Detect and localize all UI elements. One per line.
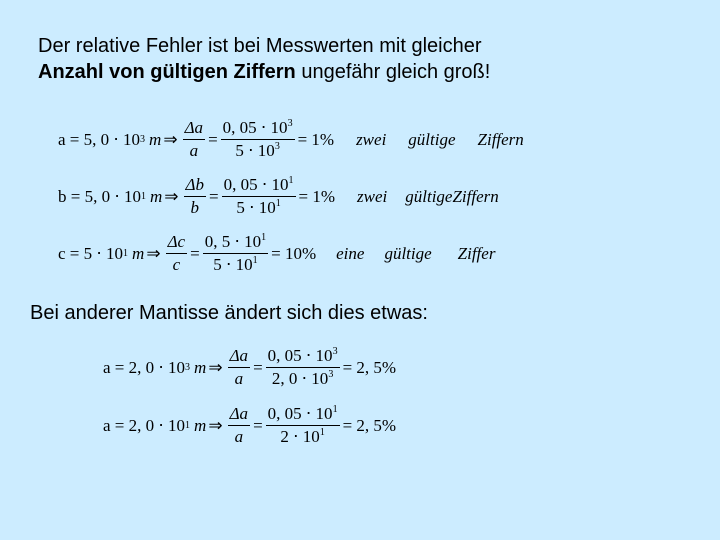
equation-result: = 1% <box>297 129 335 149</box>
implies-arrow: ⇒ <box>208 357 223 377</box>
fraction-numerator: 0, $05 \cdot 10^1$ <box>266 404 340 426</box>
subheading: Bei anderer Mantisse ändert sich dies etwas: <box>30 302 428 324</box>
fraction-values <box>266 346 340 389</box>
fraction-numerator: Δa <box>228 346 250 368</box>
implies-arrow: ⇒ <box>164 186 179 206</box>
fraction-numerator: Δa <box>183 118 205 140</box>
implies-arrow: ⇒ <box>208 415 223 435</box>
intro-text <box>38 33 698 85</box>
implies-arrow: ⇒ <box>163 129 178 149</box>
fraction-delta <box>228 404 250 447</box>
intro-part1: Der relative Fehler ist bei Messwerten mit gleicher <box>38 35 482 57</box>
equation-row: a = 2, 0 ⋅ 10 1 m ⇒ $\frac{\Delta a}{a}$ = $\frac{0, 05 \cdot 10^1}{2 \cdot 10^1}$ = 2, 5% <box>103 404 397 446</box>
fraction-denominator: 2, $0 \cdot 10^3$ <box>271 369 334 388</box>
equation-lhs: a = 2, 0 ⋅ 10 <box>103 357 186 377</box>
equation-result: = 2, 5% <box>342 415 397 435</box>
fraction-numerator: 0, $05 \cdot 10^1$ <box>222 175 296 197</box>
fraction-denominator: a <box>189 141 199 160</box>
fraction-numerator: Δb <box>184 175 206 197</box>
equation-row: c = 5 ⋅ 10 1 m ⇒ $\frac{\Delta c}{c}$ = $\frac{0, 5 \cdot 10^1}{5 \cdot 10^1}$ = 10% eine gültige Ziffer <box>58 232 496 274</box>
fraction-delta <box>166 232 188 275</box>
fraction-delta <box>228 346 250 389</box>
fraction-denominator: $5 \cdot 10^1$ <box>236 198 281 217</box>
intro-bold: Anzahl von gültigen Ziffern <box>38 61 296 83</box>
equation-lhs: c = 5 ⋅ 10 <box>58 243 124 263</box>
equation-lhs: a = 5, 0 ⋅ 10 <box>58 129 141 149</box>
equation-row: b = 5, 0 ⋅ 10 1 m ⇒ $\frac{\Delta b}{b}$ = $\frac{0, 05 \cdot 10^1}{5 \cdot 10^1}$ = 1% zwei gültigeZiffern <box>58 175 499 217</box>
fraction-delta <box>183 118 205 161</box>
intro-part2: ungefähr gleich groß! <box>295 61 491 83</box>
fraction-denominator: b <box>190 198 200 217</box>
digit-description: zwei gültige Ziffern <box>356 129 524 149</box>
fraction-numerator: Δc <box>166 232 188 254</box>
fraction-denominator: $5 \cdot 10^3$ <box>235 141 280 160</box>
equation-lhs: b = 5, 0 ⋅ 10 <box>58 186 141 206</box>
equation-result: = 10% <box>271 243 317 263</box>
unit: m <box>150 186 163 206</box>
fraction-denominator: a <box>234 427 244 446</box>
unit: m <box>194 357 207 377</box>
fraction-values <box>266 404 340 447</box>
fraction-numerator: Δa <box>228 404 250 426</box>
fraction-denominator: $2 \cdot 10^1$ <box>280 427 325 446</box>
unit: m <box>132 243 145 263</box>
fraction-delta <box>184 175 206 218</box>
digit-description: zwei gültigeZiffern <box>357 186 499 206</box>
fraction-values <box>221 118 295 161</box>
equation-row: a = 2, 0 ⋅ 10 3 m ⇒ $\frac{\Delta a}{a}$ = $\frac{0, 05 \cdot 10^3}{2, 0 \cdot 10^3}$ = 2, 5% <box>103 346 397 388</box>
unit: m <box>149 129 162 149</box>
equation-lhs: a = 2, 0 ⋅ 10 <box>103 415 186 435</box>
equation-result: = 1% <box>298 186 336 206</box>
equation-row: a = 5, 0 ⋅ 10 3 m ⇒ $\frac{\Delta a}{a}$ = $\frac{0, 05 \cdot 10^3}{5 \cdot 10^3}$ = 1% zwei gültige Ziffern <box>58 118 524 160</box>
fraction-values <box>203 232 268 275</box>
implies-arrow: ⇒ <box>146 243 161 263</box>
digit-description: eine gültige Ziffer <box>336 243 496 263</box>
fraction-numerator: 0, $05 \cdot 10^3$ <box>221 118 295 140</box>
fraction-denominator: c <box>172 255 181 274</box>
fraction-numerator: 0, $05 \cdot 10^3$ <box>266 346 340 368</box>
fraction-values <box>222 175 296 218</box>
fraction-denominator: a <box>234 369 244 388</box>
fraction-denominator: $5 \cdot 10^1$ <box>213 255 258 274</box>
equation-result: = 2, 5% <box>342 357 397 377</box>
fraction-numerator: 0, $5 \cdot 10^1$ <box>203 232 268 254</box>
unit: m <box>194 415 207 435</box>
